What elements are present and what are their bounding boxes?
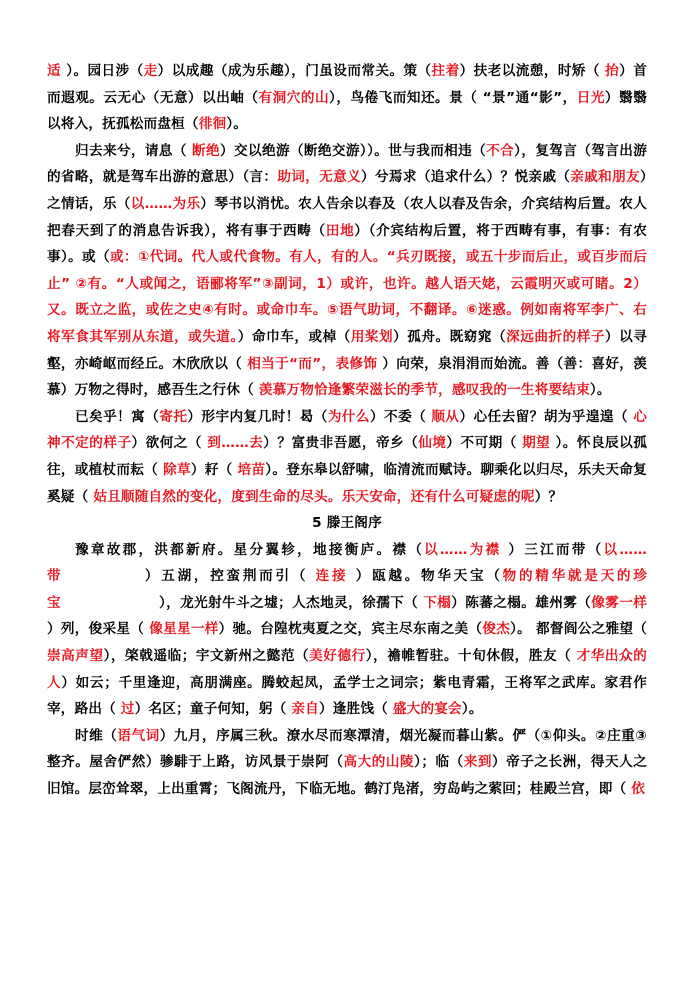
paragraph <box>47 138 647 404</box>
annotation-text: 亲自 <box>291 701 319 718</box>
annotation-text: 断绝 <box>192 142 221 159</box>
annotation-text: 以……为乐 <box>130 195 201 212</box>
body-text: 归去来兮，请息（ <box>75 142 193 159</box>
body-text: ）。 都督阎公之雅望（ <box>510 621 648 638</box>
body-text: ）？ <box>534 488 563 505</box>
annotation-text: 过 <box>120 701 135 718</box>
annotation-text: 姑且顺随自然的变化，度到生命的尽头。乐天安命，还有什么可疑虑的呢 <box>93 488 535 505</box>
body-text: ），襜帷暂驻。十旬休假，胜友（ <box>365 648 577 665</box>
annotation-text: 连接 <box>315 568 349 585</box>
body-text: ）耔（ <box>190 461 238 478</box>
body-text: ）逢胜饯（ <box>318 701 393 718</box>
annotation-text: 高大的山陵 <box>343 754 415 771</box>
annotation-text: 来到 <box>463 754 493 771</box>
annotation-text: 不合 <box>486 142 515 159</box>
body-text: 5 滕王阁序 <box>312 515 382 532</box>
annotation-text: 语气词 <box>117 727 160 744</box>
annotation-text: 俊杰 <box>482 621 511 638</box>
body-text: ）不委（ <box>369 408 432 425</box>
annotation-text: 以……带 <box>47 541 647 585</box>
annotation-text: 崇高声望 <box>47 648 104 665</box>
body-text: ）陈蕃之榻。雄州雾（ <box>451 594 592 611</box>
body-text: ），复驾言（驾言出游的省略，就是驾车出游的意思）（言： <box>47 142 648 186</box>
annotation-text: 日光 <box>576 89 606 106</box>
body-text: ）向荣，泉涓涓而始流。善（善：喜好，羡慕）万物之得时，感吾生之行休（ <box>47 355 648 399</box>
body-text: ）瓯越。物华天宝（ <box>348 568 503 585</box>
body-text: ）列，俊采星（ <box>47 621 150 638</box>
annotation-text: 走 <box>143 63 158 79</box>
annotation-text: 深远曲折的样子 <box>506 328 605 345</box>
body-text: ）。登东皋以舒啸，临清流而赋诗。聊乘化以归尽，乐夫天命复奚疑（ <box>47 461 647 505</box>
annotation-text: 田地 <box>325 222 355 239</box>
annotation-text: 适 <box>47 63 62 79</box>
body-text: ）首而遐观。云无心（无意）以出岫（ <box>47 63 648 106</box>
body-text: ）。怀良辰以孤往，或植杖而耘（ <box>47 435 648 478</box>
document-body <box>47 58 647 803</box>
annotation-text: 期望 <box>522 435 551 452</box>
annotation-text: 物的精华就是天的珍宝 <box>47 568 648 611</box>
body-text: ）。 <box>226 116 248 133</box>
body-text: ）驰。台隍枕夷夏之交，宾主尽东南之美（ <box>218 621 483 638</box>
annotation-text: 像雾一样 <box>591 594 647 611</box>
annotation-text: 为什么 <box>327 408 370 425</box>
body-text: ）帝子之长洲，得天人之旧馆。层峦耸翠，上出重霄；飞阁流丹，下临无地。鹤汀凫渚，穷岛屿之萦回；桂殿兰宫，即（ <box>47 754 648 798</box>
body-text: ）；临（ <box>414 754 464 771</box>
annotation-text: 依 <box>631 781 646 798</box>
body-text: ）不可期（ <box>446 435 523 452</box>
body-text: ）？富贵非吾愿，帝乡（ <box>263 435 419 452</box>
annotation-text: 羡慕万物恰逢繁荣滋长的季节，感叹我的一生将要结束 <box>258 382 590 399</box>
body-text: ）孤舟。既窈窕（ <box>393 328 507 345</box>
body-text: ）如云；千里逢迎，高朋满座。腾蛟起凤，孟学士之词宗；紫电青霜，王将军之武库。家君作宰，路出（ <box>47 674 648 718</box>
body-text: ）以成趣（成为乐趣），门虽设而常关。策（ <box>157 63 432 79</box>
body-text: 时维（ <box>75 727 118 744</box>
body-text: ），龙光射牛斗之墟；人杰地灵，徐孺下（ <box>61 594 424 611</box>
body-text: ）心任去留？胡为乎遑遑（ <box>459 408 634 425</box>
body-text: ）欲何之（ <box>131 435 208 452</box>
annotation-text: 才华出众的人 <box>47 648 647 691</box>
annotation-text: 寄托 <box>159 408 188 425</box>
annotation-text: 用桨划 <box>350 328 394 345</box>
annotation-text: 美好德行 <box>309 648 366 665</box>
body-text: ）名区；童子何知，躬（ <box>134 701 292 718</box>
body-text: ）交以绝游（断绝交游））。世与我而相违（ <box>220 142 487 159</box>
body-text: ）翳翳以将入，抚孤松而盘桓（ <box>47 89 648 133</box>
annotation-text: 盛大的宴会 <box>392 701 462 718</box>
annotation-text: 拄着 <box>431 63 460 79</box>
annotation-text: 徘徊 <box>198 116 227 133</box>
annotation-text: 心神不定的样子 <box>47 408 647 452</box>
body-text: ）。 <box>589 382 611 399</box>
annotation-text: 培苗 <box>237 461 266 478</box>
body-text: ）三江而带（ <box>501 541 604 558</box>
paragraph <box>47 58 647 138</box>
body-text: ）。园日涉（ <box>61 63 144 79</box>
annotation-text: 抬 <box>605 63 620 79</box>
body-text: ）九月，序属三秋。潦水尽而寒潭清，烟光凝而暮山紫。俨（①仰头。②庄重③整齐。屋舍俨然）骖騑于上路，访风景于崇阿（ <box>47 727 647 771</box>
body-text: 豫章故郡，洪都新府。星分翼轸，地接衡庐。襟（ <box>75 541 425 558</box>
annotation-text: 亲戚和朋友 <box>570 169 641 186</box>
section-heading <box>47 510 647 537</box>
body-text: ）兮焉求（追求什么）？悦亲戚（ <box>361 169 571 186</box>
body-text: ）。 <box>461 701 483 718</box>
annotation-text: 到……去 <box>207 435 264 452</box>
paragraph <box>47 537 647 723</box>
body-text: ），棨戟遥临；宇文新州之懿范（ <box>103 648 310 665</box>
annotation-text: 相当于“而”，表修饰 <box>247 355 378 372</box>
body-text: ）琴书以消忧。农人告余以春及（农人以春及告余，介宾结构后置。农人把春天到了的消息告诉我），将有事于西畴（ <box>47 195 648 239</box>
body-text: 已矣乎！寓（ <box>75 408 160 425</box>
annotation-text: 下榻 <box>423 594 452 611</box>
annotation-text: 有洞穴的山 <box>258 89 330 106</box>
body-text: ）命巾车，或棹（ <box>237 328 351 345</box>
paragraph <box>47 723 647 803</box>
body-text: ）以寻壑，亦崎岖而经丘。木欣欣以（ <box>47 328 647 372</box>
body-text: ）五湖，控蛮荆而引（ <box>63 568 316 585</box>
body-text: ）形宇内复几时！曷（ <box>187 408 328 425</box>
annotation-text: 仙境 <box>418 435 447 452</box>
annotation-text: 或：①代词。代人或代食物。有人，有的人。“兵刃既接，或五十步而后止，或百步而后止” ②有。“人或闻之，语郦将军”③副词，1）或许，也许。越人语天姥，云霞明灭或可睹。2）又。既立之监，或佐之史④有时。或命巾车。⑤语气助词，不翻译。⑥迷惑。例如南将军李广、右将军食其军别从东道，或失道。 <box>47 249 647 345</box>
annotation-text: 以……为襟 <box>424 541 502 558</box>
annotation-text: 像星星一样 <box>149 621 219 638</box>
annotation-text: 助词，无意义 <box>277 169 362 186</box>
body-text: ）（介宾结构后置，将于西畴有事，有事：有农事）。或（ <box>47 222 647 266</box>
paragraph <box>47 404 647 510</box>
body-text: ）之情话，乐（ <box>47 169 648 212</box>
body-text: ），鸟倦飞而知还。景（ “景”通“影”， <box>329 89 577 106</box>
annotation-text: 除草 <box>163 461 191 478</box>
body-text: ）扶老以流憩，时矫（ <box>459 63 606 79</box>
annotation-text: 顺从 <box>431 408 460 425</box>
